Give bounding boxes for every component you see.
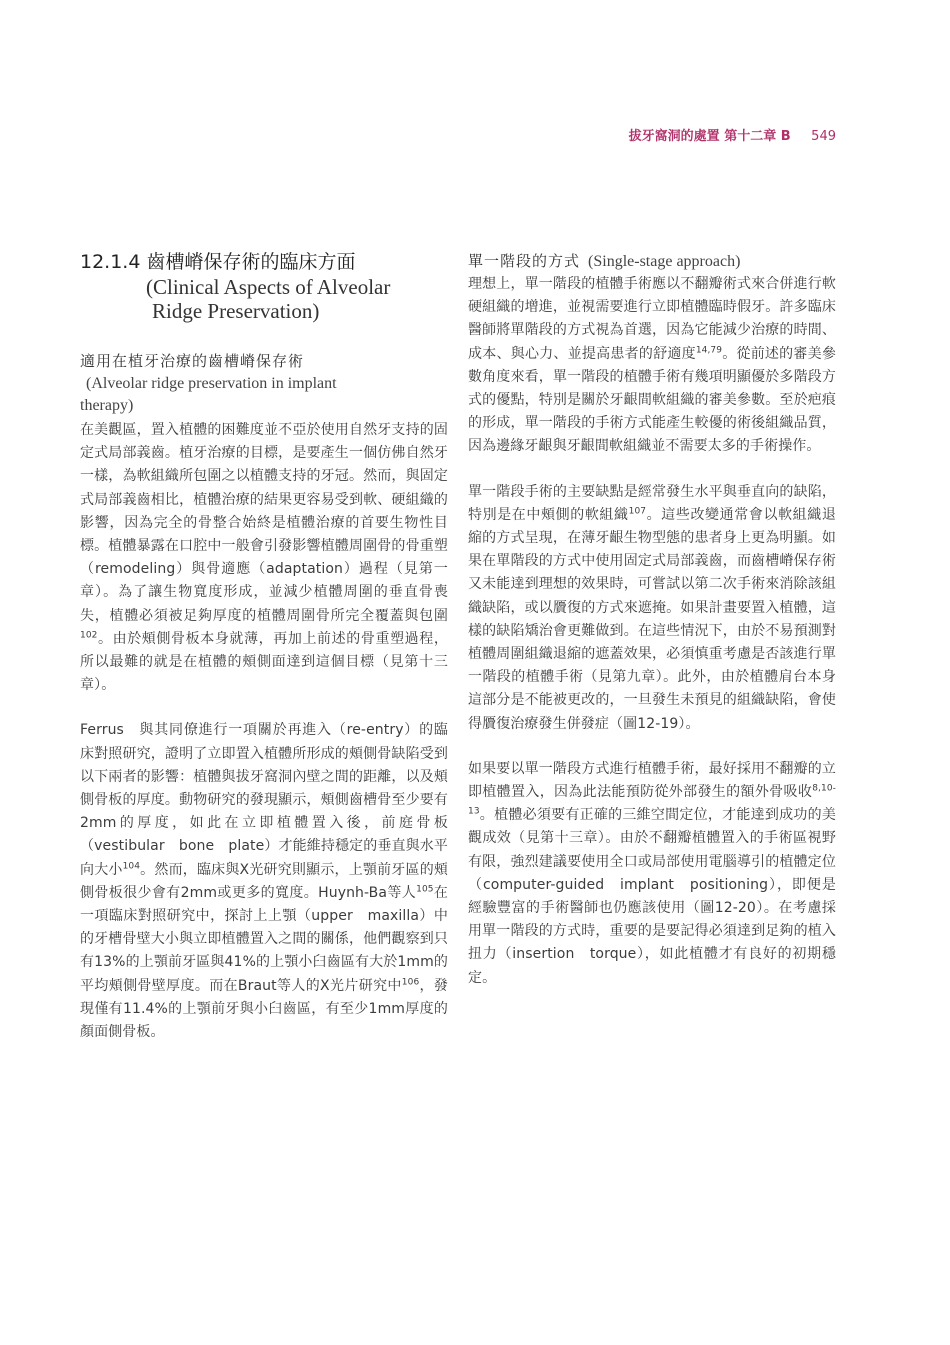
section-title-en-line1: (Clinical Aspects of Alveolar <box>146 275 391 299</box>
subsection-title-en-line2: therapy) <box>80 397 134 414</box>
citation: 102 <box>80 630 98 641</box>
paragraph-text: 。植體必須要有正確的三維空間定位，才能達到成功的美觀成效（見第十三章）。由於不翻瓣植體置入的手術區視野有限，強烈建議要使用全口或局部使用電腦導引的植體定位（computer-guided implant positioning），即便是經驗豐富的手術醫師也仍應該使用（圖12-20）。在考慮採用單一階段的方式時，重要的是要記得必須達到足夠的植入扭力（insertion torque），如此植體才有良好的初期穩定。 <box>468 807 836 986</box>
paragraph-text: 。由於頰側骨板本身就薄，再加上前述的骨重塑過程，所以最難的就是在植體的頰側面達到這個目標（見第十三章）。 <box>80 630 448 694</box>
citation: 105 <box>416 884 434 895</box>
paragraph <box>468 758 836 990</box>
paragraph-text: 。這些改變通常會以軟組織退縮的方式呈現，在薄牙齦生物型態的患者身上更為明顯。如果在單階段的方式中使用固定式局部義齒，而齒槽嵴保存術又未能達到理想的效果時，可嘗試以第二次手術來消除該組織缺陷，或以贗復的方式來遮掩。如果計畫要置入植體，這樣的缺陷矯治會更難做到。在這些情況下，由於不易預測對植體周圍組織退縮的遮蓋效果，必須慎重考慮是否該進行單一階段的植體手術（見第九章）。此外，由於植體肩台本身這部分是不能被更改的，一旦發生未預見的組織缺陷，會使得贗復治療發生併發症（圖12-19）。 <box>468 506 836 732</box>
right-column <box>468 250 836 990</box>
subsection-title-zh: 適用在植牙治療的齒槽嵴保存術 <box>80 352 305 370</box>
paragraph-text: 如果要以單一階段方式進行植體手術，最好採用不翻瓣的立即植體置入，因為此法能預防從外部發生的額外骨吸收 <box>468 760 836 801</box>
running-header <box>629 125 836 144</box>
citation: 107 <box>628 506 647 517</box>
citation: 106 <box>401 977 420 988</box>
section-title-zh: 齒槽嵴保存術的臨床方面 <box>146 251 356 273</box>
citation: 8,10-13 <box>468 783 836 817</box>
left-column <box>80 250 448 1044</box>
section-title-en-line2: Ridge Preservation) <box>152 299 320 323</box>
subsection-heading-zh: 單一階段的方式 <box>468 252 581 270</box>
paragraph-text: 在一項臨床對照研究中，探討上上顎（upper maxilla）中的牙槽骨壁大小與立即植體置入之間的關係，他們觀察到只有13%的上顎前牙區與41%的上顎小臼齒區有大於1mm的平均頰側骨壁厚度。而在Braut等人的X光片研究中 <box>80 884 448 994</box>
section-title-en <box>80 275 448 323</box>
paragraph-text: 。然而，臨床與X光研究則顯示，上顎前牙區的頰側骨板很少會有2mm或更多的寬度。Huynh-Ba等人 <box>80 861 448 901</box>
running-header-title: 拔牙窩洞的處置 第十二章 B <box>628 129 791 144</box>
paragraph-text: Ferrus 與其同僚進行一項關於再進入（re-entry）的臨床對照研究，證明了立即置入植體所形成的頰側骨缺陷受到以下兩者的影響：植體與拔牙窩洞內壁之間的距離，以及頰側骨板的厚度。動物研究的發現顯示，頰側齒槽骨至少要有2mm的厚度，如此在立即植體置入後，前庭骨板（vestibular bone plate）才能維持穩定的垂直與水平向大小 <box>80 722 448 878</box>
subsection-heading <box>468 250 836 271</box>
section-title <box>80 250 448 275</box>
citation: 104 <box>122 861 141 871</box>
subsection-heading-en: (Single-stage approach) <box>588 253 741 270</box>
page-number: 549 <box>811 129 836 144</box>
paragraph-text: ，發現僅有11.4%的上顎前牙與小臼齒區，有至少1mm厚度的顏面側骨板。 <box>80 977 448 1041</box>
paragraph-text: 。從前述的審美參數角度來看，單一階段的植體手術有幾項明顯優於多階段方式的優點，特別是關於牙齦間軟組織的審美參數。至於疤痕的形成，單一階段的手術方式能產生較優的術後組織品質，因為邊緣牙齦與牙齦間軟組織並不需要太多的手術操作。 <box>468 345 836 455</box>
citation: 14,79 <box>695 344 723 355</box>
paragraph <box>80 719 448 1044</box>
subsection-title-en-line1: (Alveolar ridge preservation in implant <box>86 375 337 392</box>
paragraph-text: 理想上，單一階段的植體手術應以不翻瓣術式來合併進行軟硬組織的增進，並視需要進行立即植體臨時假牙。許多臨床醫師將單階段的方式視為首選，因為它能減少治療的時間、成本、與心力、並提高患者的舒適度 <box>468 276 836 362</box>
paragraph-text: 單一階段手術的主要缺點是經常發生水平與垂直向的缺陷，特別是在中頰側的軟組織 <box>468 483 836 523</box>
paragraph-text: 在美觀區，置入植體的困難度並不亞於使用自然牙支持的固定式局部義齒。植牙治療的目標，是要產生一個仿佛自然牙一樣，為軟組織所包圍之以植體支持的牙冠。然而，與固定式局部義齒相比，植體治療的結果更容易受到軟、硬組織的影響，因為完全的骨整合始終是植體治療的首要生物性目標。植體暴露在口腔中一般會引發影響植體周圍骨的骨重塑（remodeling）與骨適應（adaptation）過程（見第一章）。為了讓生物寬度形成，並減少植體周圍的垂直骨喪失，植體必須被足夠厚度的植體周圍骨所完全覆蓋與包圍 <box>80 422 448 624</box>
section-number: 12.1.4 <box>80 251 141 273</box>
paragraph <box>80 419 448 697</box>
paragraph <box>468 273 836 459</box>
paragraph <box>468 481 836 736</box>
